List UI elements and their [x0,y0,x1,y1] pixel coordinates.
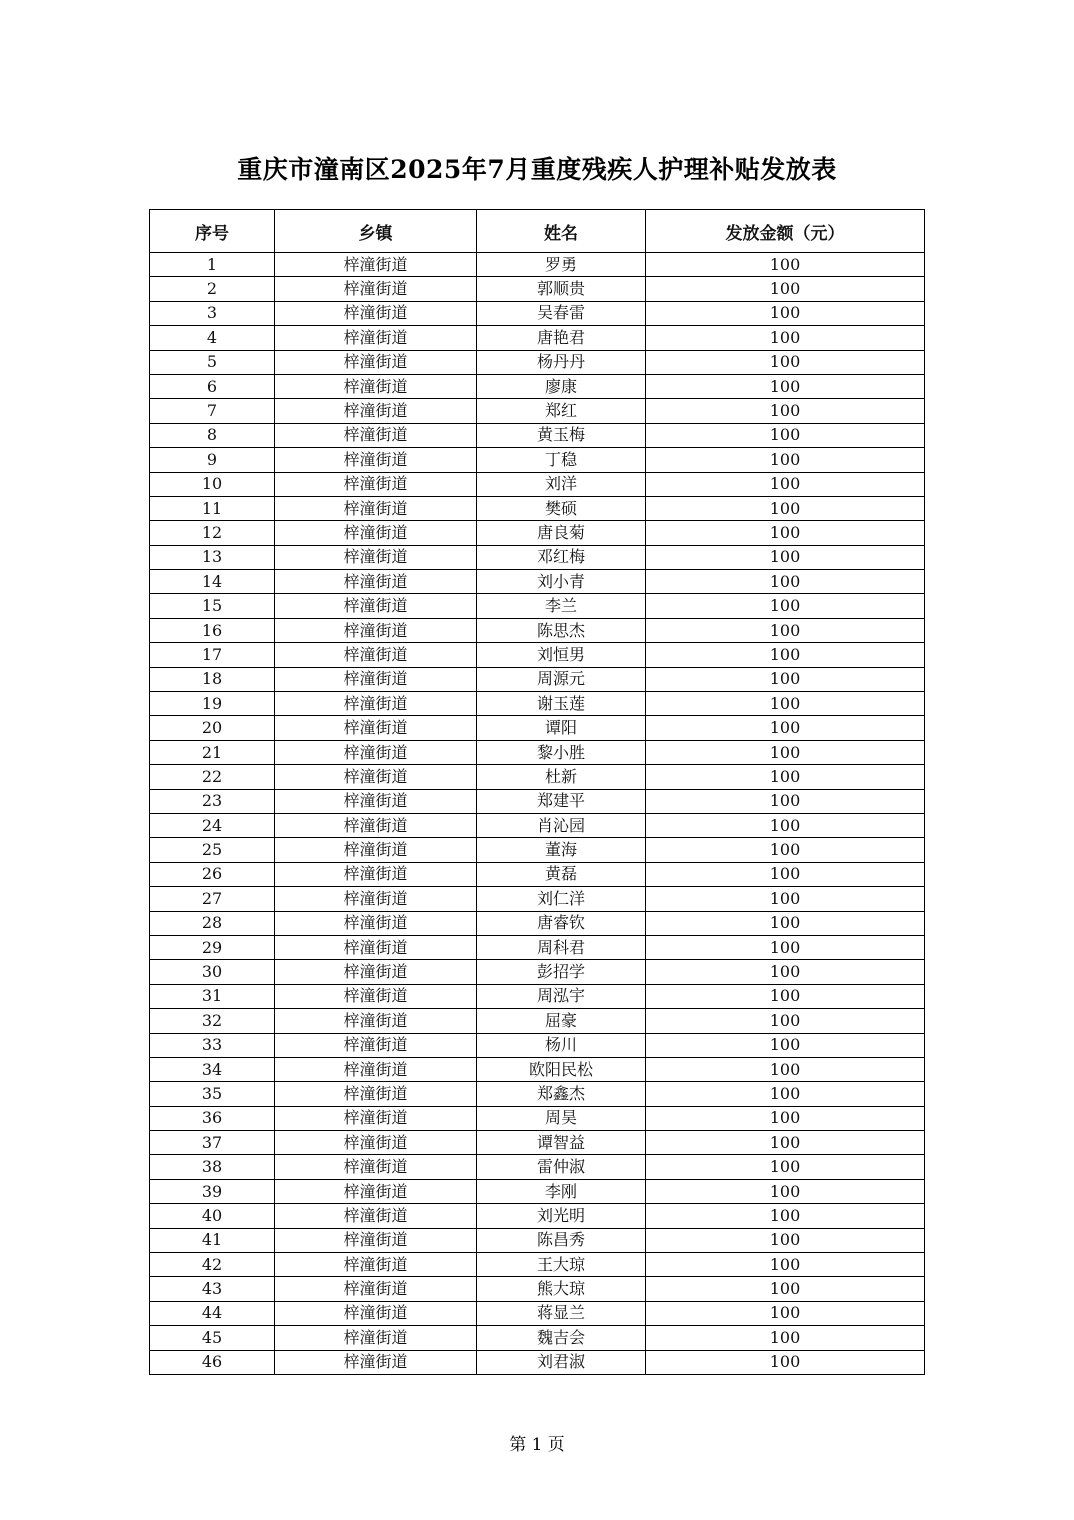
table-row [150,667,925,691]
table-row [150,1204,925,1228]
cell-name: 郑红 [477,399,646,423]
cell-name: 杜新 [477,765,646,789]
cell-amount: 100 [646,1277,925,1301]
cell-index: 27 [150,887,275,911]
cell-name: 唐艳君 [477,326,646,350]
cell-index: 34 [150,1057,275,1081]
cell-index: 23 [150,789,275,813]
table-header-row [150,210,925,253]
header-name: 姓名 [477,210,646,253]
cell-township: 梓潼街道 [275,1350,477,1374]
table-row [150,692,925,716]
cell-index: 44 [150,1301,275,1325]
table-row [150,1106,925,1130]
cell-township: 梓潼街道 [275,1106,477,1130]
cell-township: 梓潼街道 [275,1131,477,1155]
cell-amount: 100 [646,399,925,423]
cell-township: 梓潼街道 [275,862,477,886]
cell-township: 梓潼街道 [275,1277,477,1301]
table-row [150,350,925,374]
cell-index: 19 [150,692,275,716]
cell-amount: 100 [646,960,925,984]
cell-township: 梓潼街道 [275,301,477,325]
cell-amount: 100 [646,1131,925,1155]
cell-township: 梓潼街道 [275,545,477,569]
table-row [150,935,925,959]
table-row [150,716,925,740]
cell-amount: 100 [646,1106,925,1130]
cell-amount: 100 [646,911,925,935]
table-row [150,1350,925,1374]
table-row [150,1033,925,1057]
cell-township: 梓潼街道 [275,1228,477,1252]
cell-index: 7 [150,399,275,423]
cell-township: 梓潼街道 [275,716,477,740]
table-row [150,911,925,935]
cell-amount: 100 [646,1057,925,1081]
cell-name: 魏吉会 [477,1326,646,1350]
cell-township: 梓潼街道 [275,1253,477,1277]
cell-index: 3 [150,301,275,325]
table-row [150,789,925,813]
cell-amount: 100 [646,496,925,520]
table-row [150,643,925,667]
cell-township: 梓潼街道 [275,423,477,447]
cell-township: 梓潼街道 [275,277,477,301]
cell-township: 梓潼街道 [275,643,477,667]
table-row [150,301,925,325]
cell-township: 梓潼街道 [275,1033,477,1057]
cell-township: 梓潼街道 [275,594,477,618]
cell-township: 梓潼街道 [275,1326,477,1350]
cell-name: 黄磊 [477,862,646,886]
cell-township: 梓潼街道 [275,253,477,277]
cell-township: 梓潼街道 [275,521,477,545]
cell-name: 王大琼 [477,1253,646,1277]
cell-index: 9 [150,448,275,472]
table-row [150,1009,925,1033]
cell-name: 肖沁园 [477,813,646,837]
cell-township: 梓潼街道 [275,1179,477,1203]
table-row [150,984,925,1008]
cell-index: 1 [150,253,275,277]
cell-index: 43 [150,1277,275,1301]
table-row [150,423,925,447]
cell-index: 8 [150,423,275,447]
cell-index: 29 [150,935,275,959]
cell-amount: 100 [646,643,925,667]
table-row [150,960,925,984]
cell-amount: 100 [646,1253,925,1277]
cell-amount: 100 [646,570,925,594]
cell-township: 梓潼街道 [275,1301,477,1325]
cell-index: 36 [150,1106,275,1130]
cell-name: 周昊 [477,1106,646,1130]
cell-name: 谭智益 [477,1131,646,1155]
cell-township: 梓潼街道 [275,1204,477,1228]
table-row [150,1277,925,1301]
cell-amount: 100 [646,374,925,398]
cell-name: 屈豪 [477,1009,646,1033]
table-row [150,326,925,350]
cell-name: 刘恒男 [477,643,646,667]
cell-township: 梓潼街道 [275,911,477,935]
cell-amount: 100 [646,1179,925,1203]
cell-index: 15 [150,594,275,618]
cell-amount: 100 [646,984,925,1008]
cell-name: 周源元 [477,667,646,691]
cell-amount: 100 [646,1326,925,1350]
table-row [150,1326,925,1350]
table-row [150,399,925,423]
cell-name: 谢玉莲 [477,692,646,716]
cell-name: 熊大琼 [477,1277,646,1301]
cell-name: 谭阳 [477,716,646,740]
cell-index: 16 [150,618,275,642]
cell-name: 杨川 [477,1033,646,1057]
cell-amount: 100 [646,448,925,472]
subsidy-table [149,209,925,1375]
table-row [150,448,925,472]
cell-index: 17 [150,643,275,667]
cell-amount: 100 [646,1009,925,1033]
cell-amount: 100 [646,618,925,642]
table-row [150,740,925,764]
cell-amount: 100 [646,862,925,886]
cell-index: 40 [150,1204,275,1228]
cell-amount: 100 [646,1228,925,1252]
cell-name: 周泓宇 [477,984,646,1008]
cell-index: 42 [150,1253,275,1277]
cell-township: 梓潼街道 [275,374,477,398]
cell-name: 罗勇 [477,253,646,277]
cell-name: 樊硕 [477,496,646,520]
cell-index: 4 [150,326,275,350]
cell-name: 郑建平 [477,789,646,813]
cell-township: 梓潼街道 [275,667,477,691]
cell-name: 刘小青 [477,570,646,594]
cell-township: 梓潼街道 [275,740,477,764]
cell-amount: 100 [646,716,925,740]
cell-name: 陈昌秀 [477,1228,646,1252]
cell-name: 郑鑫杰 [477,1082,646,1106]
cell-index: 24 [150,813,275,837]
cell-index: 31 [150,984,275,1008]
cell-amount: 100 [646,277,925,301]
cell-name: 李兰 [477,594,646,618]
cell-amount: 100 [646,326,925,350]
page-number: 第 1 页 [509,1435,565,1455]
cell-amount: 100 [646,765,925,789]
table-row [150,838,925,862]
cell-name: 欧阳民松 [477,1057,646,1081]
cell-index: 20 [150,716,275,740]
cell-amount: 100 [646,1350,925,1374]
cell-index: 18 [150,667,275,691]
header-index: 序号 [150,210,275,253]
cell-index: 21 [150,740,275,764]
cell-township: 梓潼街道 [275,472,477,496]
table-row [150,1057,925,1081]
cell-name: 雷仲淑 [477,1155,646,1179]
cell-name: 刘仁洋 [477,887,646,911]
cell-amount: 100 [646,1204,925,1228]
cell-township: 梓潼街道 [275,350,477,374]
cell-amount: 100 [646,789,925,813]
table-row [150,765,925,789]
cell-name: 彭招学 [477,960,646,984]
cell-index: 13 [150,545,275,569]
cell-index: 6 [150,374,275,398]
table-body [150,253,925,1375]
cell-township: 梓潼街道 [275,838,477,862]
cell-index: 25 [150,838,275,862]
cell-township: 梓潼街道 [275,813,477,837]
table-row [150,887,925,911]
cell-township: 梓潼街道 [275,935,477,959]
table-row [150,472,925,496]
cell-index: 28 [150,911,275,935]
cell-amount: 100 [646,935,925,959]
cell-township: 梓潼街道 [275,789,477,813]
cell-township: 梓潼街道 [275,496,477,520]
cell-amount: 100 [646,521,925,545]
cell-name: 唐睿钦 [477,911,646,935]
cell-amount: 100 [646,813,925,837]
cell-amount: 100 [646,740,925,764]
cell-township: 梓潼街道 [275,984,477,1008]
cell-name: 周科君 [477,935,646,959]
table-row [150,496,925,520]
cell-amount: 100 [646,692,925,716]
cell-township: 梓潼街道 [275,1057,477,1081]
cell-index: 12 [150,521,275,545]
table-row [150,1253,925,1277]
table-row [150,1228,925,1252]
cell-township: 梓潼街道 [275,618,477,642]
cell-name: 吴春雷 [477,301,646,325]
cell-name: 杨丹丹 [477,350,646,374]
table-row [150,1082,925,1106]
document-title: 重庆市潼南区2025年7月重度残疾人护理补贴发放表 [237,155,837,184]
cell-index: 14 [150,570,275,594]
cell-township: 梓潼街道 [275,1009,477,1033]
cell-index: 32 [150,1009,275,1033]
cell-amount: 100 [646,667,925,691]
table-row [150,1155,925,1179]
cell-index: 46 [150,1350,275,1374]
cell-name: 黎小胜 [477,740,646,764]
table-row [150,813,925,837]
cell-index: 11 [150,496,275,520]
cell-amount: 100 [646,1155,925,1179]
cell-amount: 100 [646,423,925,447]
cell-index: 37 [150,1131,275,1155]
cell-name: 董海 [477,838,646,862]
table-row [150,618,925,642]
cell-township: 梓潼街道 [275,1155,477,1179]
cell-amount: 100 [646,253,925,277]
cell-index: 26 [150,862,275,886]
cell-index: 38 [150,1155,275,1179]
cell-amount: 100 [646,350,925,374]
header-amount: 发放金额（元） [646,210,925,253]
cell-township: 梓潼街道 [275,570,477,594]
cell-amount: 100 [646,301,925,325]
cell-name: 丁稳 [477,448,646,472]
cell-name: 郭顺贵 [477,277,646,301]
cell-amount: 100 [646,1301,925,1325]
cell-township: 梓潼街道 [275,960,477,984]
cell-index: 10 [150,472,275,496]
cell-index: 35 [150,1082,275,1106]
table-row [150,1131,925,1155]
cell-name: 廖康 [477,374,646,398]
cell-name: 蒋显兰 [477,1301,646,1325]
cell-township: 梓潼街道 [275,692,477,716]
cell-index: 22 [150,765,275,789]
cell-name: 刘光明 [477,1204,646,1228]
cell-index: 41 [150,1228,275,1252]
table-row [150,374,925,398]
cell-name: 邓红梅 [477,545,646,569]
cell-township: 梓潼街道 [275,399,477,423]
table-row [150,253,925,277]
table-row [150,862,925,886]
table-row [150,570,925,594]
cell-amount: 100 [646,1033,925,1057]
cell-name: 唐良菊 [477,521,646,545]
cell-index: 5 [150,350,275,374]
cell-index: 39 [150,1179,275,1203]
cell-township: 梓潼街道 [275,1082,477,1106]
table-row [150,594,925,618]
cell-index: 30 [150,960,275,984]
table-row [150,521,925,545]
table-row [150,277,925,301]
cell-name: 刘洋 [477,472,646,496]
cell-amount: 100 [646,887,925,911]
cell-amount: 100 [646,594,925,618]
cell-amount: 100 [646,1082,925,1106]
header-township: 乡镇 [275,210,477,253]
cell-township: 梓潼街道 [275,326,477,350]
cell-township: 梓潼街道 [275,765,477,789]
cell-name: 黄玉梅 [477,423,646,447]
table-row [150,1179,925,1203]
cell-amount: 100 [646,472,925,496]
cell-amount: 100 [646,838,925,862]
cell-index: 2 [150,277,275,301]
cell-township: 梓潼街道 [275,448,477,472]
cell-name: 陈思杰 [477,618,646,642]
table-row [150,1301,925,1325]
cell-index: 33 [150,1033,275,1057]
cell-name: 刘君淑 [477,1350,646,1374]
cell-index: 45 [150,1326,275,1350]
cell-name: 李刚 [477,1179,646,1203]
cell-amount: 100 [646,545,925,569]
cell-township: 梓潼街道 [275,887,477,911]
table-row [150,545,925,569]
